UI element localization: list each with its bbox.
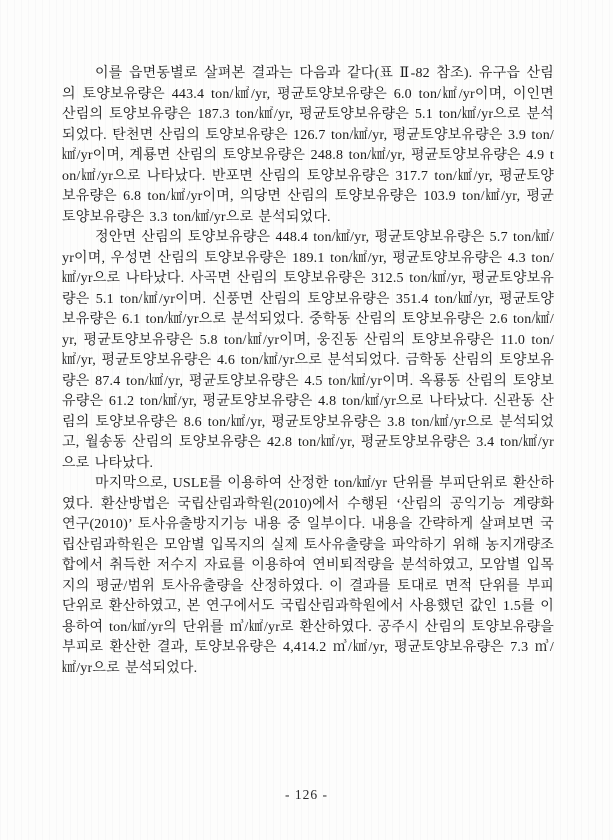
paragraph-usle-volume-conversion: 마지막으로, USLE를 이용하여 산정한 ton/㎢/yr 단위를 부피단위로 환산하였다. 환산방법은 국립산림과학원(2010)에서 수행된 ‘산림의 공익기능 계량화 연구(2010)’ 토사유출방지기능 내용 중 일부이다. 내용을 간략하게 살펴보면 국립산림과학원은 모암별 입목지의 실제 토사유출량을 파악하기 위해 농지개량조합에서 취득한 저수지 자료를 이용하여 연비퇴적량을 분석하였고, 모암별 입목지의 평균/범위 토사유출량을 산정하였다. 이 결과를 토대로 면적 단위를 부피 단위로 환산하였고, 본 연구에서도 국립산림과학원에서 사용했던 값인 1.5를 이용하여 ton/㎢/yr의 단위를 ㎥/㎢/yr로 환산하였다. 공주시 산림의 토양보유량을 부피로 환산한 결과, 토양보유량은 4,414.2 ㎥/㎢/yr, 평균토양보유량은 7.3 ㎥/㎢/yr으로 분석되었다.	[62, 476, 554, 676]
paragraph-soil-retention-by-district-2: 정안면 산림의 토양보유량은 448.4 ton/㎢/yr, 평균토양보유량은 5.7 ton/㎢/yr이며, 우성면 산림의 토양보유량은 189.1 ton/㎢/yr, 평균토양보유량은 4.3 ton/㎢/yr으로 나타났다. 사곡면 산림의 토양보유량은 312.5 ton/㎢/yr, 평균토양보유량은 5.1 ton/㎢/yr이며. 신풍면 산림의 토양보유량은 351.4 ton/㎢/yr, 평균토양보유량은 6.1 ton/㎢/yr으로 분석되었다. 중학동 산림의 토양보유량은 2.6 ton/㎢/yr, 평균토양보유량은 5.8 ton/㎢/yr이며, 웅진동 산림의 토양보유량은 11.0 ton/㎢/yr, 평균토양보유량은 4.6 ton/㎢/yr으로 분석되었다. 금학동 산림의 토양보유량은 87.4 ton/㎢/yr, 평균토양보유량은 4.5 ton/㎢/yr이며. 옥룡동 산림의 토양보유량은 61.2 ton/㎢/yr, 평균토양보유량은 4.8 ton/㎢/yr으로 나타났다. 신관동 산림의 토양보유량은 8.6 ton/㎢/yr, 평균토양보유량은 3.8 ton/㎢/yr으로 분석되었고, 월송동 산림의 토양보유량은 42.8 ton/㎢/yr, 평균토양보유량은 3.4 ton/㎢/yr으로 나타났다.	[62, 230, 554, 471]
body-text	[62, 64, 554, 679]
page-footer	[0, 786, 613, 804]
page-number: - 126 -	[285, 787, 328, 802]
paragraph-soil-retention-by-district-1: 이를 읍면동별로 살펴본 결과는 다음과 같다(표 Ⅱ-82 참조). 유구읍 산림의 토양보유량은 443.4 ton/㎢/yr, 평균토양보유량은 6.0 ton/㎢/yr이며, 이인면 산림의 토양보유량은 187.3 ton/㎢/yr, 평균토양보유량은 5.1 ton/㎢/yr으로 분석되었다. 탄천면 산림의 토양보유량은 126.7 ton/㎢/yr, 평균토양보유량은 3.9 ton/㎢/yr이며, 계룡면 산림의 토양보유량은 248.8 ton/㎢/yr, 평균토양보유량은 4.9 ton/㎢/yr으로 나타났다. 반포면 산림의 토양보유량은 317.7 ton/㎢/yr, 평균토양보유량은 6.8 ton/㎢/yr이며, 의당면 산림의 토양보유량은 103.9 ton/㎢/yr, 평균토양보유량은 3.3 ton/㎢/yr으로 분석되었다.	[62, 66, 554, 225]
